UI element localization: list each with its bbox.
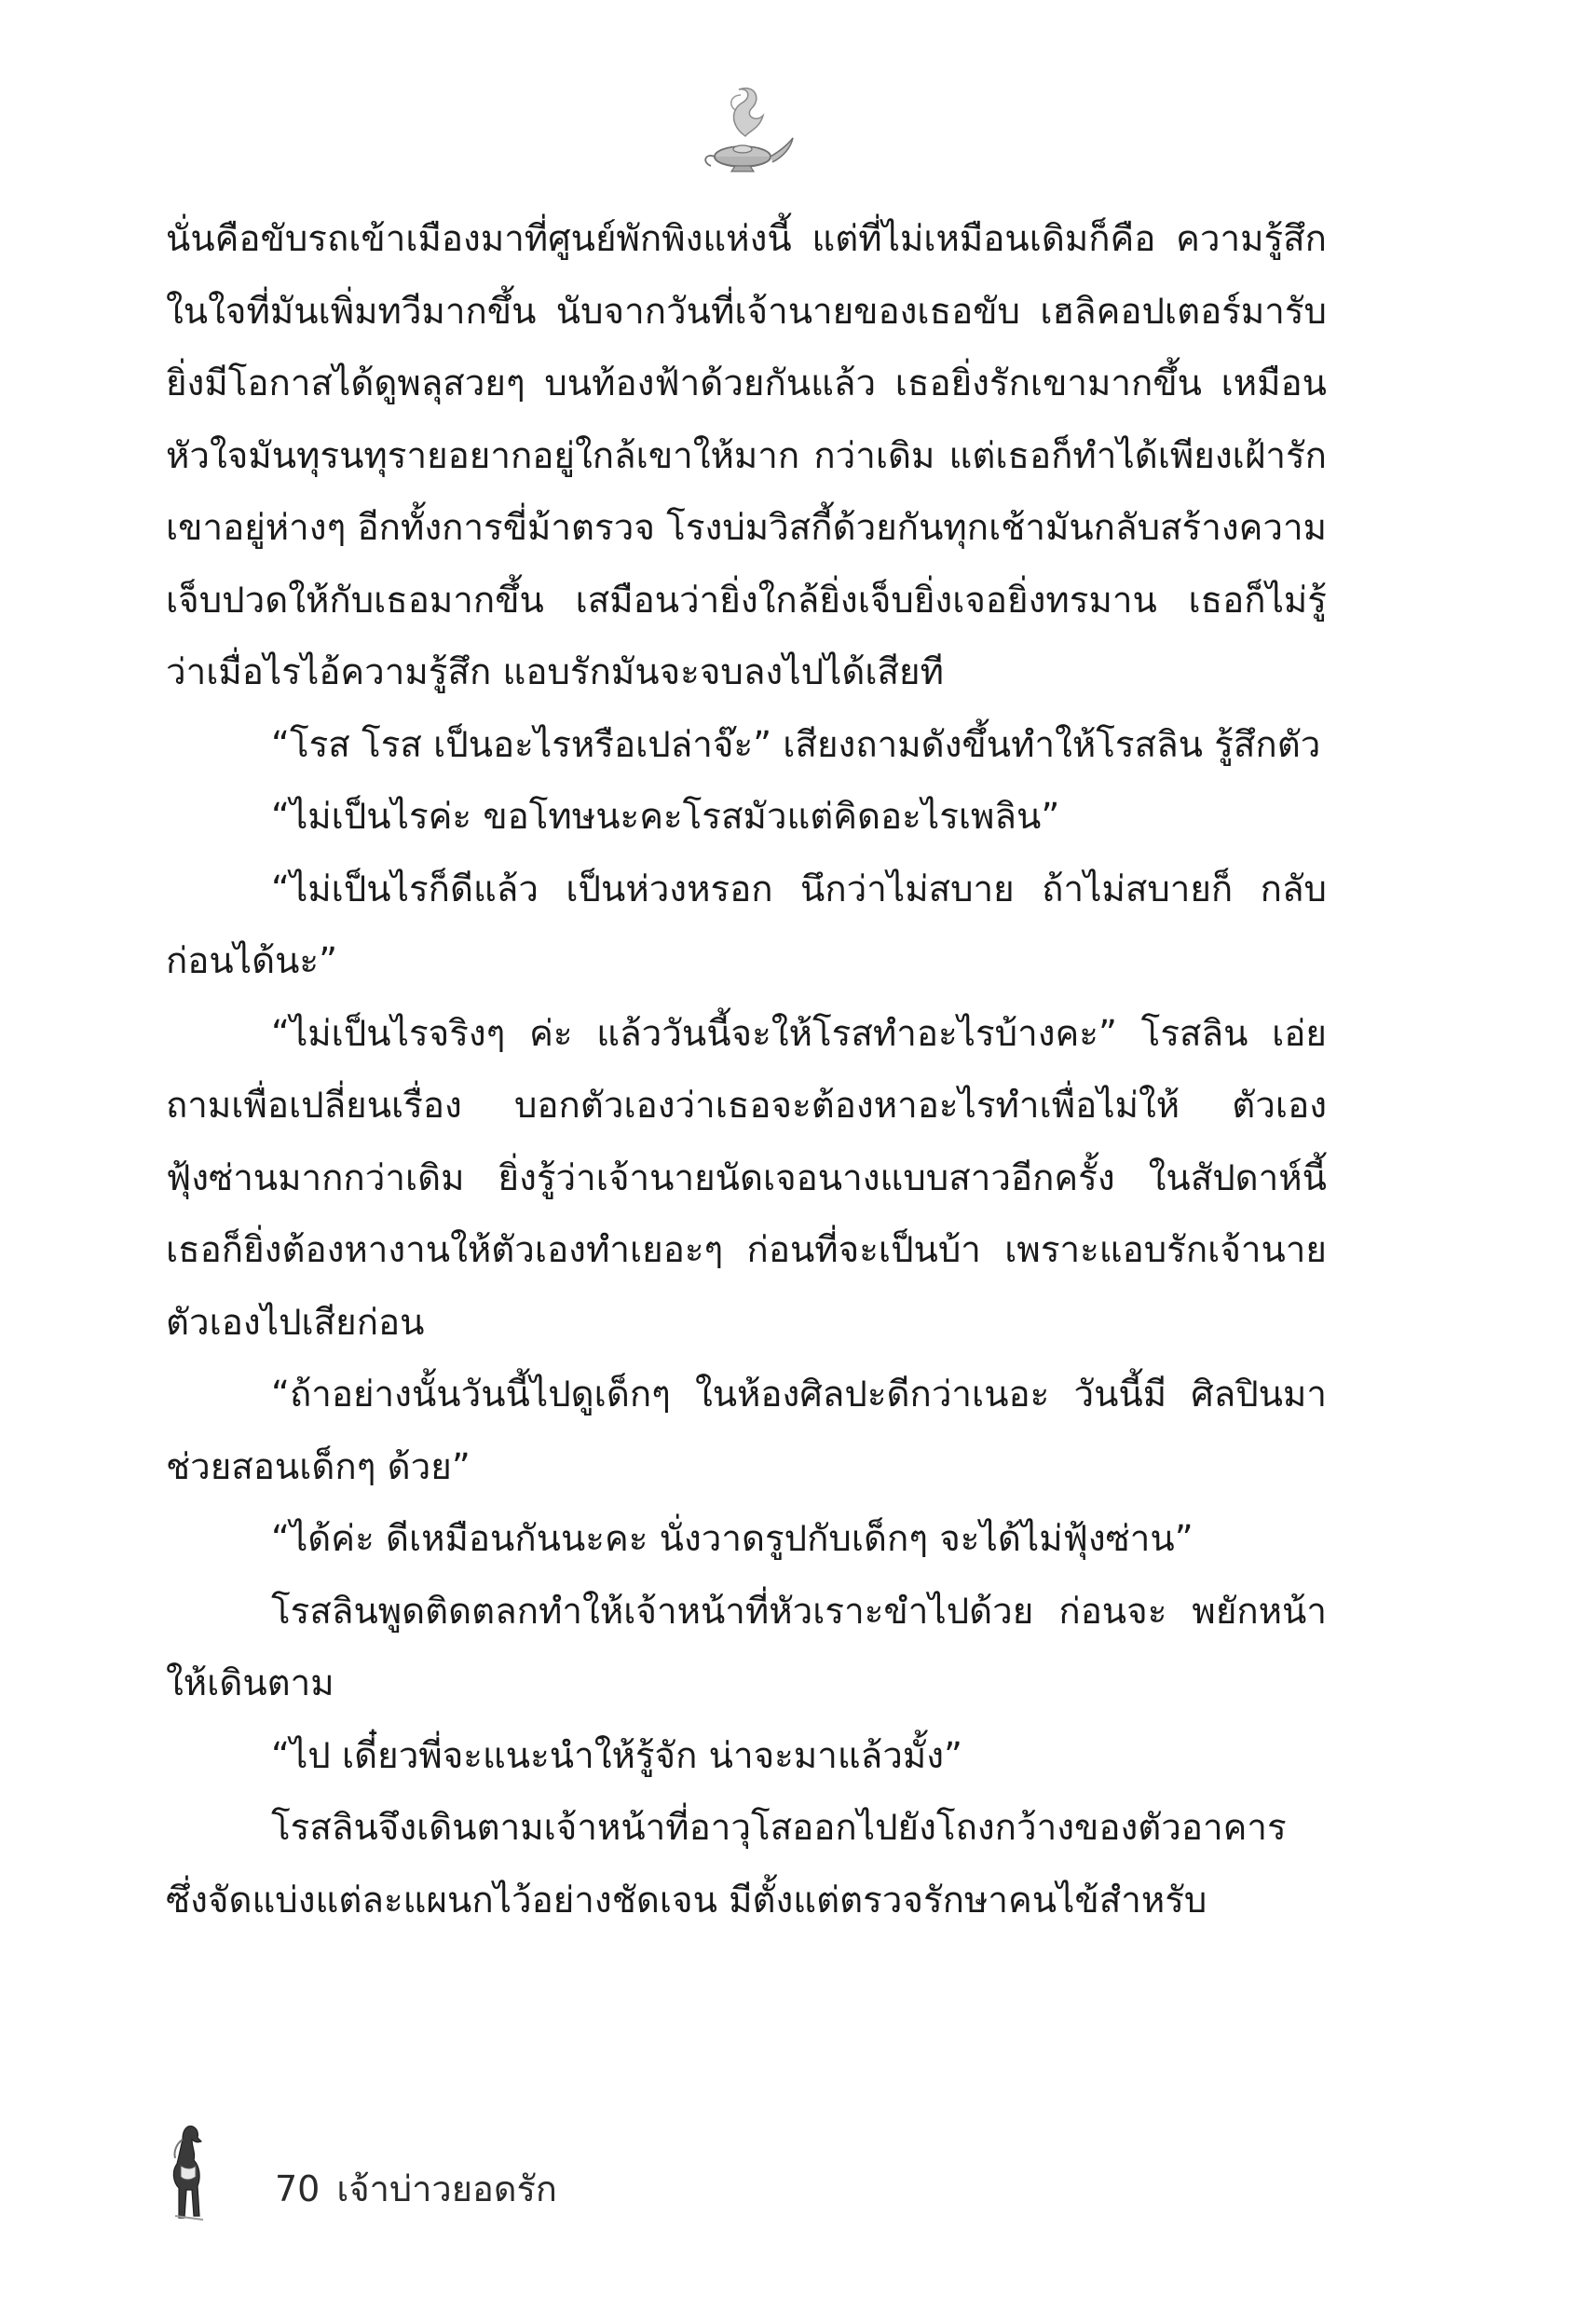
paragraph: “ไป เดี๋ยวพี่จะแนะนำให้รู้จัก น่าจะมาแล้วมั้ง” [271, 1734, 962, 1777]
paragraph: “ไม่เป็นไรค่ะ ขอโทษนะคะโรสมัวแต่คิดอะไรเพลิน” [271, 796, 1060, 838]
paragraph: “ถ้าอย่างนั้นวันนี้ไปดูเด็กๆ ในห้องศิลปะดีกว่าเนอะ วันนี้มี ศิลปินมาช่วยสอนเด็กๆ ด้วย” [166, 1374, 1327, 1488]
paragraph: “ได้ค่ะ ดีเหมือนกันนะคะ นั่งวาดรูปกับเด็กๆ จะได้ไม่ฟุ้งซ่าน” [271, 1518, 1194, 1560]
paragraph: โรสลินพูดติดตลกทำให้เจ้าหน้าที่หัวเราะขำไปด้วย ก่อนจะ พยักหน้าให้เดินตาม [166, 1590, 1327, 1704]
body-text [166, 203, 1327, 1936]
page-number: 70 [275, 2168, 321, 2209]
horse-icon [160, 2123, 214, 2223]
book-title: เจ้าบ่าวยอดรัก [336, 2168, 557, 2209]
magic-lamp-icon [694, 82, 797, 180]
paragraph: “โรส โรส เป็นอะไรหรือเปล่าจ๊ะ” เสียงถามดังขึ้นทำให้โรสลิน รู้สึกตัว [271, 723, 1321, 766]
paragraph: โรสลินจึงเดินตามเจ้าหน้าที่อาวุโสออกไปยังโถงกว้างของตัวอาคาร ซึ่งจัดแบ่งแต่ละแผนกไว้อย่างชัดเจน มีตั้งแต่ตรวจรักษาคนไข้สำหรับ [166, 1807, 1287, 1921]
paragraph: “ไม่เป็นไรจริงๆ ค่ะ แล้ววันนี้จะให้โรสทำอะไรบ้างคะ” โรสลิน เอ่ยถามเพื่อเปลี่ยนเรื่อง บอกตัวเองว่าเธอจะต้องหาอะไรทำเพื่อไม่ให้ ตัวเองฟุ้งซ่านมากกว่าเดิม ยิ่งรู้ว่าเจ้านายนัดเจอนางแบบสาวอีกครั้ง ในสัปดาห์นี้ เธอก็ยิ่งต้องหางานให้ตัวเองทำเยอะๆ ก่อนที่จะเป็นบ้า เพราะแอบรักเจ้านายตัวเองไปเสียก่อน [166, 1012, 1327, 1344]
paragraph: นั่นคือขับรถเข้าเมืองมาที่ศูนย์พักพิงแห่งนี้ แต่ที่ไม่เหมือนเดิมก็คือ ความรู้สึกในใจที่มันเพิ่มทวีมากขึ้น นับจากวันที่เจ้านายของเธอขับ เฮลิคอปเตอร์มารับ ยิ่งมีโอกาสได้ดูพลุสวยๆ บนท้องฟ้าด้วยกันแล้ว เธอยิ่งรักเขามากขึ้น เหมือนหัวใจมันทุรนทุรายอยากอยู่ใกล้เขาให้มาก กว่าเดิม แต่เธอก็ทำได้เพียงเฝ้ารักเขาอยู่ห่างๆ อีกทั้งการขี่ม้าตรวจ โรงบ่มวิสกี้ด้วยกันทุกเช้ามันกลับสร้างความเจ็บปวดให้กับเธอมากขึ้น เสมือนว่ายิ่งใกล้ยิ่งเจ็บยิ่งเจอยิ่งทรมาน เธอก็ไม่รู้ว่าเมื่อไรไอ้ความรู้สึก แอบรักมันจะจบลงไปได้เสียที [166, 218, 1327, 693]
page-footer [160, 2123, 719, 2225]
paragraph: “ไม่เป็นไรก็ดีแล้ว เป็นห่วงหรอก นึกว่าไม่สบาย ถ้าไม่สบายก็ กลับก่อนได้นะ” [166, 868, 1327, 982]
